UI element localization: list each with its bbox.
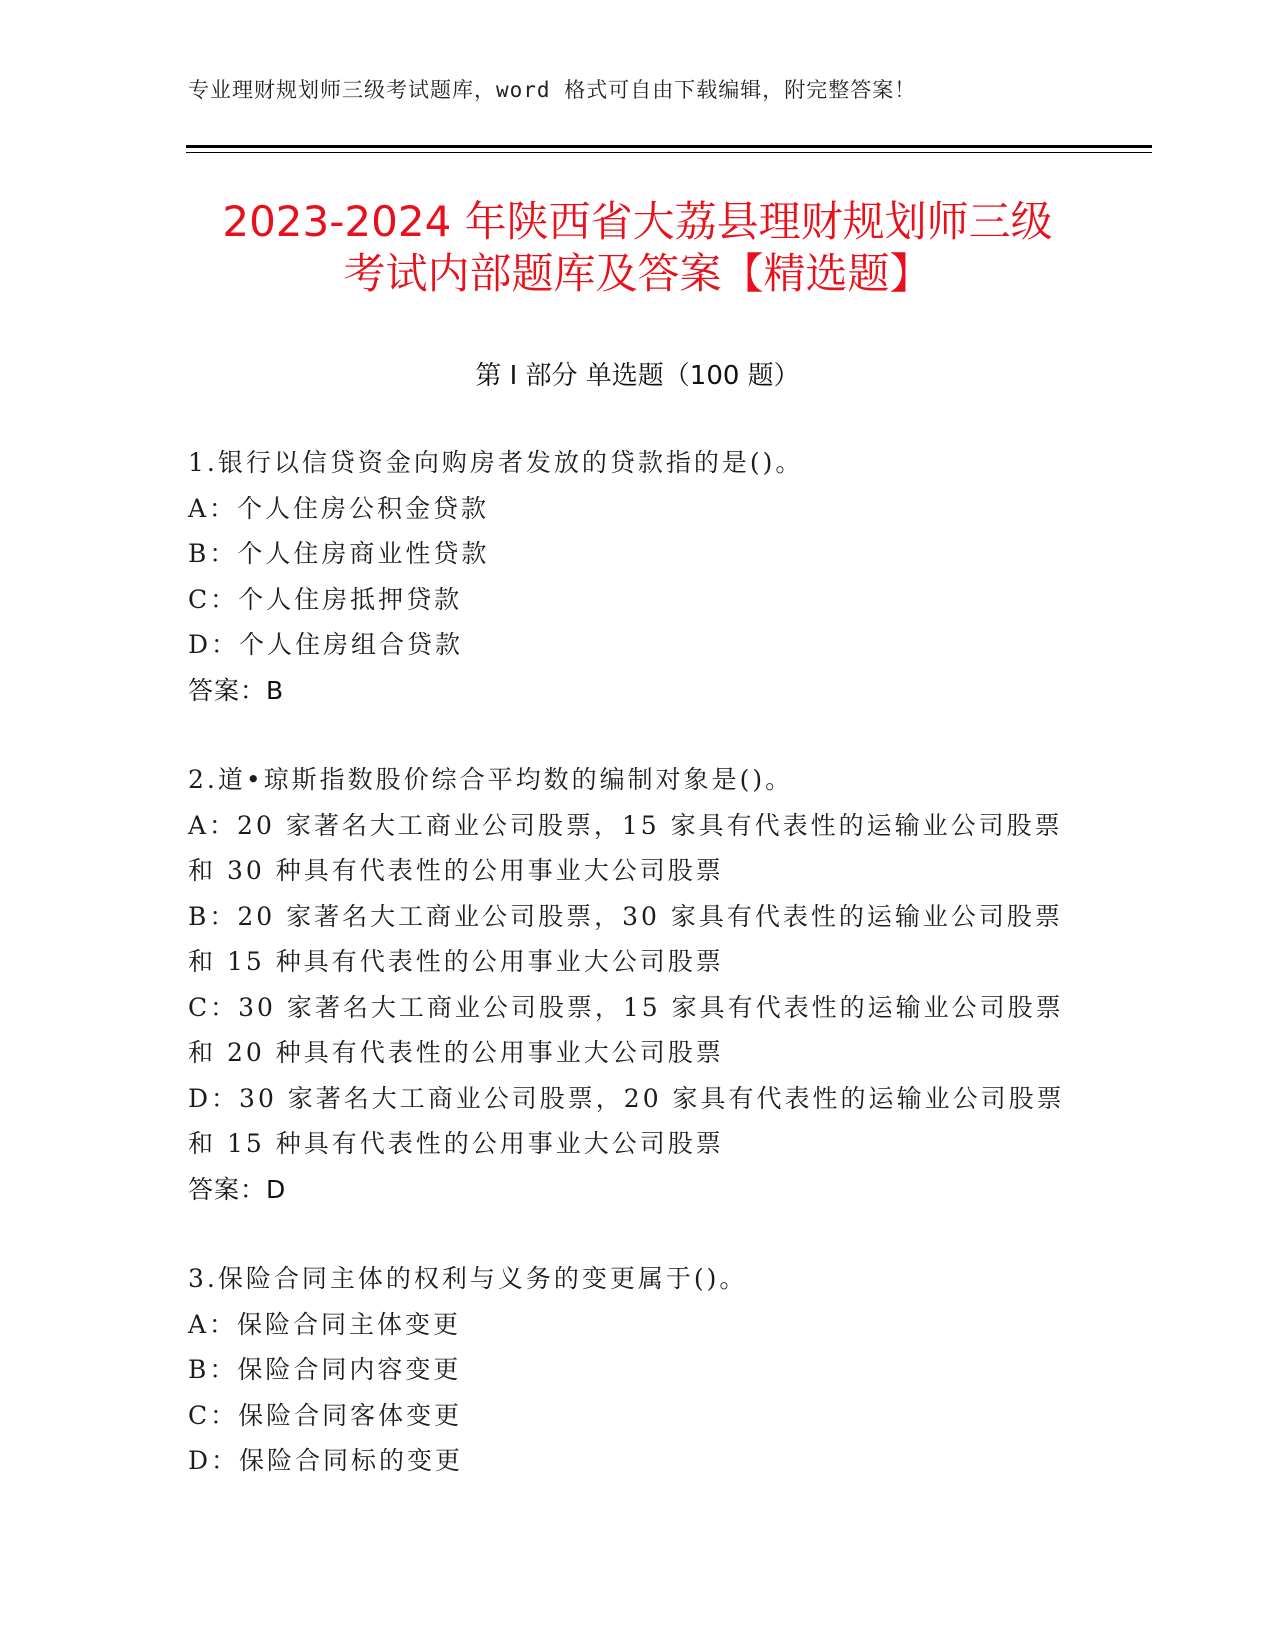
option-c: C：保险合同客体变更 xyxy=(188,1400,463,1430)
title-line-2: 考试内部题库及答案【精选题】 xyxy=(343,249,932,298)
option-d: D：保险合同标的变更 xyxy=(188,1446,464,1475)
header-note: 专业理财规划师三级考试题库，word 格式可自由下载编辑，附完整答案！ xyxy=(188,78,917,102)
option-a-continued: 和 30 种具有代表性的公用事业大公司股票 xyxy=(188,856,724,885)
option-b-continued: 和 15 种具有代表性的公用事业大公司股票 xyxy=(188,947,724,976)
option-a: A：20 家著名大工商业公司股票，15 家具有代表性的运输业公司股票 xyxy=(188,810,1063,840)
header-rule-thick xyxy=(186,145,1152,148)
option-d-continued: 和 15 种具有代表性的公用事业大公司股票 xyxy=(188,1129,724,1158)
section-heading: 第 I 部分 单选题（100 题） xyxy=(475,361,800,391)
question-stem: 3.保险合同主体的权利与义务的变更属于()。 xyxy=(188,1264,748,1293)
answer-line: 答案：B xyxy=(188,675,285,705)
option-c: C：个人住房抵押贷款 xyxy=(188,584,463,614)
question-list xyxy=(188,440,1088,1528)
option-d: D：个人住房组合贷款 xyxy=(188,630,464,659)
option-c: C：30 家著名大工商业公司股票，15 家具有代表性的运输业公司股票 xyxy=(188,992,1064,1022)
title-line-1: 2023-2024 年陕西省大荔县理财规划师三级 xyxy=(222,197,1053,246)
option-b: B：个人住房商业性贷款 xyxy=(188,539,490,568)
option-d: D：30 家著名大工商业公司股票，20 家具有代表性的运输业公司股票 xyxy=(188,1083,1065,1113)
question-3 xyxy=(188,1256,1088,1484)
question-1 xyxy=(188,440,1088,713)
option-a: A：保险合同主体变更 xyxy=(188,1309,462,1339)
question-stem: 1.银行以信贷资金向购房者发放的贷款指的是()。 xyxy=(188,448,804,477)
option-b: B：保险合同内容变更 xyxy=(188,1355,462,1384)
answer-line: 答案：D xyxy=(188,1174,287,1204)
question-2 xyxy=(188,757,1088,1212)
header-rule-thin xyxy=(186,152,1152,153)
option-c-continued: 和 20 种具有代表性的公用事业大公司股票 xyxy=(188,1038,724,1067)
question-stem: 2.道•琼斯指数股价综合平均数的编制对象是()。 xyxy=(188,765,794,794)
option-a: A：个人住房公积金贷款 xyxy=(188,493,490,523)
document-title xyxy=(150,196,1125,300)
option-b: B：20 家著名大工商业公司股票，30 家具有代表性的运输业公司股票 xyxy=(188,901,1063,931)
